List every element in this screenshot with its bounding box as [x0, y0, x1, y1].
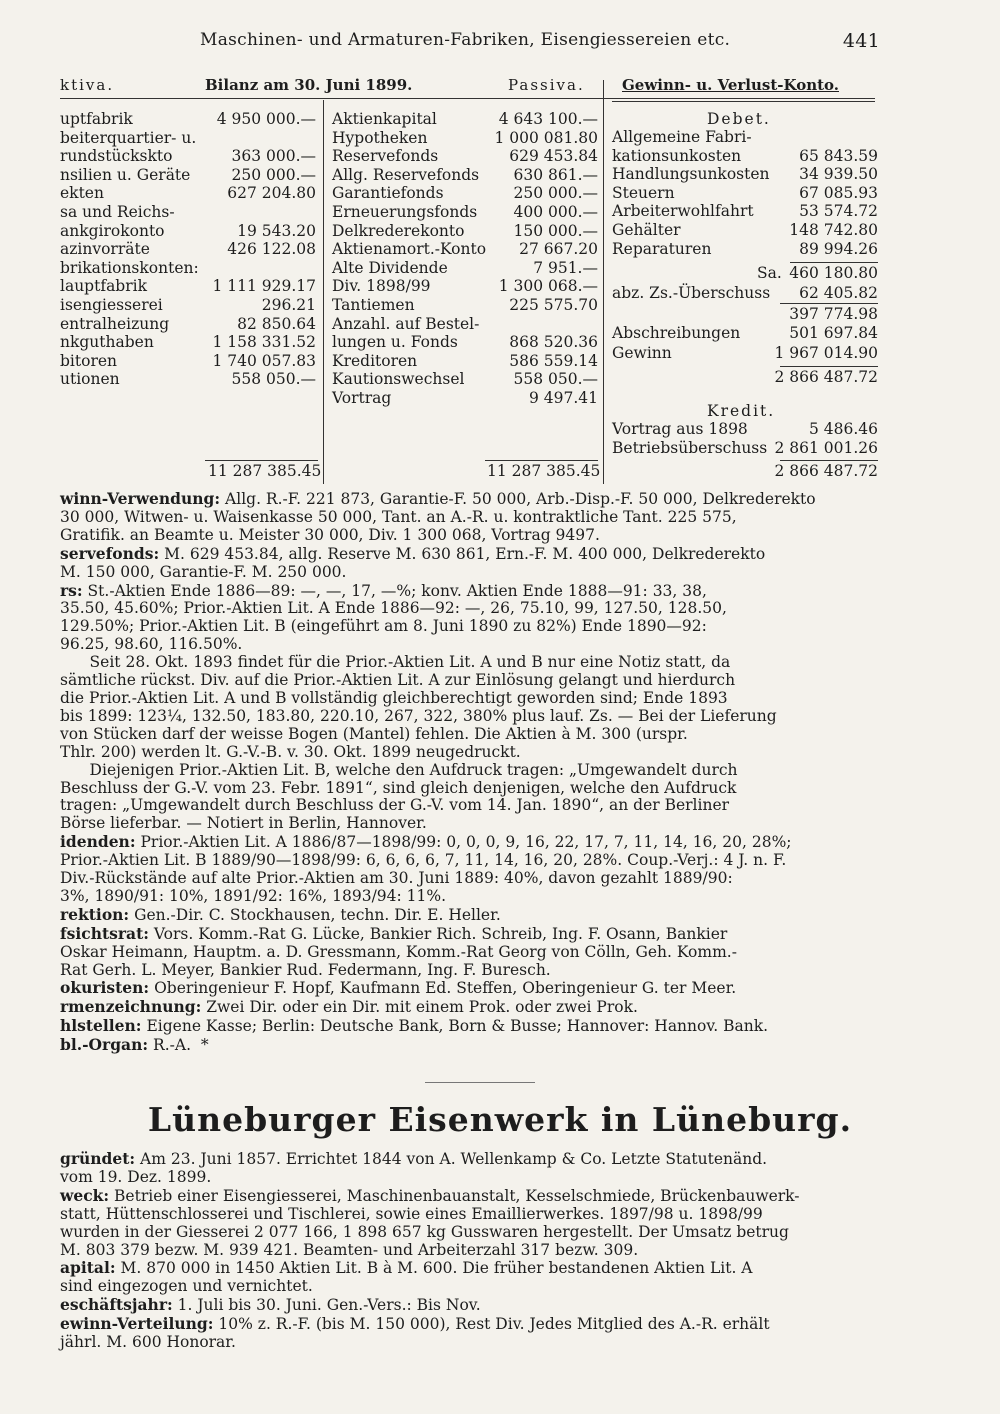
kredit-amount: 5 486.46	[808, 420, 878, 438]
passiva-amount: 630 861.—	[513, 165, 598, 184]
paragraph-text: 30 000, Witwen- u. Waisenkasse 50 000, Tant. an A.-R. u. kontraktliche Tant. 225 575,	[60, 507, 737, 526]
passiva-row	[332, 222, 598, 241]
abz-amount: 62 405.82	[799, 284, 878, 302]
debet-amount: 34 939.50	[799, 165, 878, 184]
debet-amount: 65 843.59	[799, 146, 878, 165]
paragraph-key: idenden:	[60, 832, 136, 852]
passiva-row	[332, 203, 598, 222]
debet-amount: 89 994.26	[799, 239, 878, 258]
debet-amount: 148 742.80	[789, 220, 878, 239]
passiva-row	[332, 389, 598, 408]
paragraph-key: fsichtsrat:	[60, 923, 149, 943]
passiva-row	[332, 259, 598, 278]
passiva-label: Garantiefonds	[332, 184, 444, 203]
debet-label: Reparaturen	[612, 239, 712, 258]
paragraph-key: winn-Verwendung:	[60, 489, 221, 508]
passiva-amount: 225 575.70	[509, 295, 598, 314]
paragraph-text: 96.25, 98.60, 116.50%.	[60, 635, 243, 654]
debet-label: Allgemeine Fabri-	[612, 128, 752, 146]
company-paragraph-line	[60, 1242, 882, 1260]
paragraph-line	[60, 833, 882, 852]
aktiva-row	[60, 147, 316, 166]
gewinn-label: Gewinn	[612, 344, 672, 362]
sub-amount: 397 774.98	[789, 305, 878, 323]
kredit-label: Kredit.	[707, 402, 776, 420]
passiva-label: Kautionswechsel	[332, 370, 465, 389]
kredit-row	[612, 420, 878, 439]
aktiva-label: nsilien u. Geräte	[60, 165, 191, 184]
passiva-row	[332, 240, 598, 259]
paragraph-line	[60, 618, 882, 636]
paragraph-text: Gen.-Dir. C. Stockhausen, techn. Dir. E. Heller.	[129, 905, 501, 924]
passiva-label: Reservefonds	[332, 147, 439, 166]
header-rule	[60, 98, 875, 99]
paragraph-line	[60, 925, 882, 944]
passiva-row	[332, 352, 598, 371]
passiva-total: 11 287 385.45	[487, 462, 601, 480]
debet-row	[612, 165, 878, 184]
aktiva-amount: 363 000.—	[231, 147, 316, 166]
aktiva-row	[60, 333, 316, 352]
company-paragraph-line	[60, 1278, 882, 1296]
paragraph-text: Zwei Dir. oder ein Dir. mit einem Prok. oder zwei Prok.	[201, 998, 638, 1017]
company-paragraph-key: ewinn-Verteilung:	[60, 1314, 214, 1334]
paragraph-line	[60, 672, 882, 690]
company-paragraph-key: apital:	[60, 1258, 116, 1278]
passiva-row	[332, 315, 598, 334]
aktiva-amount: 250 000.—	[231, 165, 316, 184]
aktiva-label: rundstückskto	[60, 147, 173, 166]
header-title: Maschinen- und Armaturen-Fabriken, Eisengiessereien etc.	[200, 30, 731, 50]
debet-row	[612, 184, 878, 203]
passiva-total-rule	[485, 460, 598, 461]
paragraph-line	[60, 780, 882, 798]
paragraph-line	[60, 690, 882, 708]
passiva-row	[332, 184, 598, 203]
company-paragraph-line	[60, 1315, 882, 1334]
passiva-amount: 150 000.—	[513, 221, 598, 240]
passiva-label: Tantiemen	[332, 295, 415, 314]
paragraph-text: Thlr. 200) werden lt. G.-V.-B. v. 30. Okt. 1899 neugedruckt.	[60, 742, 521, 761]
debet-total-rule	[780, 366, 878, 367]
sa-amount: 460 180.80	[789, 264, 878, 282]
passiva-label: Erneuerungsfonds	[332, 202, 478, 221]
sub-rule	[780, 303, 878, 304]
passiva-amount: 629 453.84	[509, 147, 598, 166]
aktiva-amount: 627 204.80	[227, 184, 316, 203]
paragraph-text: 3%, 1890/91: 10%, 1891/92: 16%, 1893/94: 11%.	[60, 886, 447, 905]
paragraph-text: Oberingenieur F. Hopf, Kaufmann Ed. Steffen, Oberingenieur G. ter Meer.	[149, 979, 737, 998]
aktiva-row	[60, 110, 316, 129]
company-paragraph-text: Betrieb einer Eisengiesserei, Maschinenbauanstalt, Kesselschmiede, Brückenbauwerk-	[109, 1186, 800, 1205]
passiva-row	[332, 296, 598, 315]
paragraph-text: tragen: „Umgewandelt durch Beschluss der G.-V. vom 14. Jan. 1890“, an der Berliner	[60, 796, 730, 815]
passiva-amount: 27 667.20	[519, 240, 598, 259]
aktiva-row	[60, 296, 316, 315]
passiva-amount: 7 951.—	[533, 258, 598, 277]
paragraph-text: Prior.-Aktien Lit. A 1886/87—1898/99: 0, 0, 0, 9, 16, 22, 17, 7, 11, 14, 16, 20, 28%;	[135, 833, 792, 852]
paragraph-line	[60, 979, 882, 998]
passiva-row	[332, 277, 598, 296]
passiva-row	[332, 147, 598, 166]
aktiva-amount: 19 543.20	[237, 221, 316, 240]
debet-total: 2 866 487.72	[774, 368, 878, 386]
paragraph-line	[60, 944, 882, 962]
company-paragraph-text: 1. Juli bis 30. Juni. Gen.-Vers.: Bis Nov.	[172, 1296, 481, 1315]
debet-row	[612, 128, 878, 147]
aktiva-amount: 1 158 331.52	[212, 333, 316, 352]
company-title: Lüneburger Eisenwerk in Lüneburg.	[147, 1100, 853, 1139]
paragraph-key: rmenzeichnung:	[60, 997, 202, 1017]
aktiva-label: brikationskonten:	[60, 258, 199, 277]
paragraph-line	[60, 998, 882, 1017]
paragraph-key: okuristen:	[60, 978, 150, 998]
aktiva-label: nkguthaben	[60, 333, 154, 352]
kredit-row	[612, 439, 878, 458]
paragraph-line	[60, 490, 882, 509]
paragraph-text: Prior.-Aktien Lit. B 1889/90—1898/99: 6, 6, 6, 6, 7, 11, 14, 16, 20, 28%. Coup.-Verj.: 4 J. n. F.	[60, 851, 787, 870]
paragraph-text: von Stücken darf der weisse Bogen (Mantel) fehlen. Die Aktien à M. 300 (urspr.	[60, 724, 688, 743]
aktiva-row	[60, 222, 316, 241]
passiva-list	[332, 110, 598, 408]
aktiva-label: bitoren	[60, 351, 118, 370]
aktiva-amount: 558 050.—	[231, 370, 316, 389]
running-header	[200, 30, 880, 50]
aktiva-label: utionen	[60, 370, 120, 389]
aktiva-label: lauptfabrik	[60, 277, 147, 296]
debet-row	[612, 240, 878, 259]
passiva-amount: 250 000.—	[513, 184, 598, 203]
debet-amount: 67 085.93	[799, 183, 878, 202]
paragraph-text: Diejenigen Prior.-Aktien Lit. B, welche den Aufdruck tragen: „Umgewandelt durch	[60, 760, 738, 779]
aktiva-amount: 1 740 057.83	[212, 351, 316, 370]
debet-label: Arbeiterwohlfahrt	[612, 202, 754, 221]
paragraph-text: Eigene Kasse; Berlin: Deutsche Bank, Born & Busse; Hannover: Hannov. Bank.	[141, 1017, 769, 1036]
abschreibungen-label: Abschreibungen	[612, 324, 741, 342]
abschreibungen-amount: 501 697.84	[789, 324, 878, 342]
passiva-label: Aktienkapital	[332, 110, 437, 128]
debet-label: Handlungsunkosten	[612, 165, 770, 184]
aktiva-label: ankgirokonto	[60, 221, 165, 240]
gewinn-divider	[603, 80, 604, 484]
paragraph-text: sämtliche rückst. Div. auf die Prior.-Aktien Lit. A zur Einlösung gelangt und hierdurch	[60, 671, 736, 690]
passiva-label: Delkrederekonto	[332, 221, 465, 240]
passiva-amount: 1 000 081.80	[494, 128, 598, 147]
sa-label: Sa.	[757, 264, 782, 282]
page-number: 441	[842, 30, 880, 52]
paragraph-text: bis 1899: 123¼, 132.50, 183.80, 220.10, 267, 322, 380% plus lauf. Zs. — Bei der Lieferung	[60, 706, 777, 725]
aktiva-row	[60, 203, 316, 222]
passiva-label: Hypotheken	[332, 128, 428, 147]
paragraph-line	[60, 582, 882, 601]
passiva-amount: 868 520.36	[509, 333, 598, 352]
paragraph-text: Börse lieferbar. — Notiert in Berlin, Hannover.	[60, 814, 427, 833]
passiva-label: Aktienamort.-Konto	[332, 240, 487, 259]
paragraph-text: 35.50, 45.60%; Prior.-Aktien Lit. A Ende 1886—92: —, 26, 75.10, 99, 127.50, 128.50,	[60, 599, 727, 618]
passiva-amount: 586 559.14	[509, 351, 598, 370]
aktiva-row	[60, 166, 316, 185]
aktiva-total-rule	[205, 460, 318, 461]
passiva-amount: 400 000.—	[513, 202, 598, 221]
paragraph-line	[60, 1017, 882, 1036]
passiva-amount: 4 643 100.—	[498, 110, 598, 128]
passiva-label: Passiva.	[508, 76, 585, 94]
debet-label: Gehälter	[612, 220, 681, 239]
paragraph-text: Oskar Heimann, Hauptm. a. D. Gressmann, Komm.-Rat Georg von Cölln, Geh. Komm.-	[60, 942, 737, 961]
kredit-total: 2 866 487.72	[774, 462, 878, 480]
company-paragraph-text: M. 870 000 in 1450 Aktien Lit. B à M. 600. Die früher bestandenen Aktien Lit. A	[115, 1259, 753, 1278]
passiva-label: lungen u. Fonds	[332, 333, 458, 352]
paragraph-key: hlstellen:	[60, 1016, 142, 1036]
aktiva-list	[60, 110, 316, 389]
company-paragraph-line	[60, 1296, 882, 1315]
company-paragraph-text: vom 19. Dez. 1899.	[60, 1167, 212, 1186]
passiva-amount: 9 497.41	[528, 388, 598, 407]
aktiva-row	[60, 129, 316, 148]
paragraph-line	[60, 815, 882, 833]
aktiva-amount: 426 122.08	[227, 240, 316, 259]
aktiva-label: ekten	[60, 184, 104, 203]
bilanz-divider	[323, 100, 324, 484]
kredit-label: Betriebsüberschuss	[612, 438, 768, 457]
paragraph-line	[60, 545, 882, 564]
paragraph-line	[60, 1036, 882, 1055]
gewinn-amount: 1 967 014.90	[774, 344, 878, 362]
aktiva-row	[60, 259, 316, 278]
paragraph-text: Beschluss der G.-V. vom 23. Febr. 1891“, sind gleich denjenigen, welche den Aufdruck	[60, 778, 737, 797]
aktiva-row	[60, 370, 316, 389]
aktiva-amount: 1 111 929.17	[212, 277, 316, 296]
paragraph-key: servefonds:	[60, 543, 160, 563]
paragraph-text: M. 629 453.84, allg. Reserve M. 630 861, Ern.-F. M. 400 000, Delkrederekto	[159, 544, 766, 563]
company-paragraph-line	[60, 1206, 882, 1224]
paragraph-line	[60, 726, 882, 744]
debet-row	[612, 221, 878, 240]
passiva-row	[332, 333, 598, 352]
company-paragraph-key: eschäftsjahr:	[60, 1295, 173, 1315]
aktiva-row	[60, 277, 316, 296]
paragraph-key: rs:	[60, 580, 83, 600]
paragraph-text: R.-A. *	[148, 1036, 209, 1055]
paragraph-key: bl.-Organ:	[60, 1035, 149, 1055]
company-paragraph-line	[60, 1259, 882, 1278]
paragraph-line	[60, 744, 882, 762]
paragraph-text: 129.50%; Prior.-Aktien Lit. B (eingeführt am 8. Juni 1890 zu 82%) Ende 1890—92:	[60, 617, 707, 636]
passiva-row	[332, 166, 598, 185]
company-paragraph-key: gründet:	[60, 1149, 136, 1168]
aktiva-label: uptfabrik	[60, 110, 133, 128]
section-divider	[425, 1082, 535, 1083]
paragraph-line	[60, 527, 882, 545]
company-paragraph-text: wurden in der Giesserei 2 077 166, 1 898 657 kg Gusswaren hergestellt. Der Umsatz betrug	[60, 1222, 789, 1241]
passiva-row	[332, 370, 598, 389]
paragraph-line	[60, 797, 882, 815]
aktiva-label: beiterquartier- u.	[60, 128, 197, 147]
paragraph-line	[60, 870, 882, 888]
passiva-row	[332, 110, 598, 129]
aktiva-row	[60, 240, 316, 259]
company-paragraph-text: Am 23. Juni 1857. Errichtet 1844 von A. Wellenkamp & Co. Letzte Statutenänd.	[135, 1150, 768, 1168]
aktiva-row	[60, 315, 316, 334]
paragraph-line	[60, 708, 882, 726]
debet-row	[612, 202, 878, 221]
company-paragraph-line	[60, 1224, 882, 1242]
paragraph-line	[60, 906, 882, 925]
company-paragraph-line	[60, 1169, 882, 1187]
paragraph-line	[60, 654, 882, 672]
passiva-label: Kreditoren	[332, 351, 418, 370]
company-paragraph-text: 10% z. R.-F. (bis M. 150 000), Rest Div. Jedes Mitglied des A.-R. erhält	[213, 1315, 770, 1334]
debet-sum-rule	[790, 262, 878, 263]
passiva-label: Allg. Reservefonds	[332, 165, 480, 184]
kredit-total-rule	[780, 460, 878, 461]
company-paragraph-text: sind eingezogen und vernichtet.	[60, 1277, 313, 1296]
aktiva-amount: 82 850.64	[237, 314, 316, 333]
paragraph-line	[60, 509, 882, 527]
debet-label: Debet.	[707, 110, 771, 128]
debet-list	[612, 128, 878, 258]
bilanz-title: Bilanz am 30. Juni 1899.	[205, 76, 413, 94]
kredit-list	[612, 420, 878, 457]
aktiva-label: azinvorräte	[60, 240, 150, 259]
paragraph-text: Vors. Komm.-Rat G. Lücke, Bankier Rich. Schreib, Ing. F. Osann, Bankier	[148, 924, 728, 943]
aktiva-amount: 296.21	[261, 295, 316, 314]
paragraph-text: die Prior.-Aktien Lit. A und B vollständig gleichberechtigt geworden sind; Ende 1893	[60, 688, 728, 707]
aktiva-label: entralheizung	[60, 314, 170, 333]
paragraph-line	[60, 852, 882, 870]
aktiva-label: ktiva.	[60, 76, 115, 94]
passiva-amount: 1 300 068.—	[498, 277, 598, 296]
passiva-label: Anzahl. auf Bestel-	[332, 314, 480, 333]
kredit-amount: 2 861 001.26	[774, 438, 878, 457]
paragraph-text: Gratifik. an Beamte u. Meister 30 000, Div. 1 300 068, Vortrag 9497.	[60, 525, 600, 544]
debet-row	[612, 147, 878, 166]
aktiva-row	[60, 352, 316, 371]
aktiva-amount: 4 950 000.—	[216, 110, 316, 128]
paragraph-line	[60, 762, 882, 780]
company-paragraph-line	[60, 1150, 882, 1169]
passiva-label: Alte Dividende	[332, 258, 448, 277]
passiva-row	[332, 129, 598, 148]
paragraph-text: M. 150 000, Garantie-F. M. 250 000.	[60, 562, 347, 581]
header-rule-2	[612, 101, 875, 102]
aktiva-total: 11 287 385.45	[208, 462, 322, 480]
aktiva-label: isengiesserei	[60, 295, 163, 314]
passiva-label: Vortrag	[332, 388, 392, 407]
company-paragraph-text: jährl. M. 600 Honorar.	[60, 1333, 236, 1352]
company-paragraph-line	[60, 1334, 882, 1352]
paragraph-line	[60, 888, 882, 906]
paragraph-line	[60, 962, 882, 980]
company-paragraph-key: weck:	[60, 1185, 110, 1205]
kredit-label: Vortrag aus 1898	[612, 420, 748, 438]
debet-label: kationsunkosten	[612, 146, 742, 165]
aktiva-label: sa und Reichs-	[60, 202, 175, 221]
paragraph-line	[60, 564, 882, 582]
company-info	[60, 1150, 882, 1352]
debet-amount: 53 574.72	[799, 202, 878, 221]
paragraph-text: Allg. R.-F. 221 873, Garantie-F. 50 000, Arb.-Disp.-F. 50 000, Delkrederekto	[220, 490, 816, 508]
gewinn-title: Gewinn- u. Verlust-Konto.	[622, 76, 839, 94]
company-paragraph-text: M. 803 379 bezw. M. 939 421. Beamten- und Arbeiterzahl 317 bezw. 309.	[60, 1240, 639, 1259]
aktiva-row	[60, 184, 316, 203]
paragraph-text: Seit 28. Okt. 1893 findet für die Prior.-Aktien Lit. A und B nur eine Notiz statt, da	[60, 653, 731, 672]
debet-label: Steuern	[612, 183, 675, 202]
paragraph-text: Div.-Rückstände auf alte Prior.-Aktien am 30. Juni 1889: 40%, davon gezahlt 1889/90:	[60, 869, 733, 888]
company-paragraph-text: statt, Hüttenschlosserei und Tischlerei, sowie eines Emaillierwerkes. 1897/98 u. 1898/99	[60, 1204, 763, 1223]
paragraph-line	[60, 600, 882, 618]
company-details	[60, 490, 882, 1055]
passiva-label: Div. 1898/99	[332, 277, 431, 296]
paragraph-text: St.-Aktien Ende 1886—89: —, —, 17, —%; konv. Aktien Ende 1888—91: 33, 38,	[82, 581, 707, 600]
paragraph-line	[60, 636, 882, 654]
paragraph-text: Rat Gerh. L. Meyer, Bankier Rud. Federmann, Ing. F. Buresch.	[60, 960, 551, 979]
company-paragraph-line	[60, 1187, 882, 1206]
paragraph-key: rektion:	[60, 904, 130, 924]
passiva-amount: 558 050.—	[513, 370, 598, 389]
abz-label: abz. Zs.-Überschuss	[612, 284, 771, 302]
